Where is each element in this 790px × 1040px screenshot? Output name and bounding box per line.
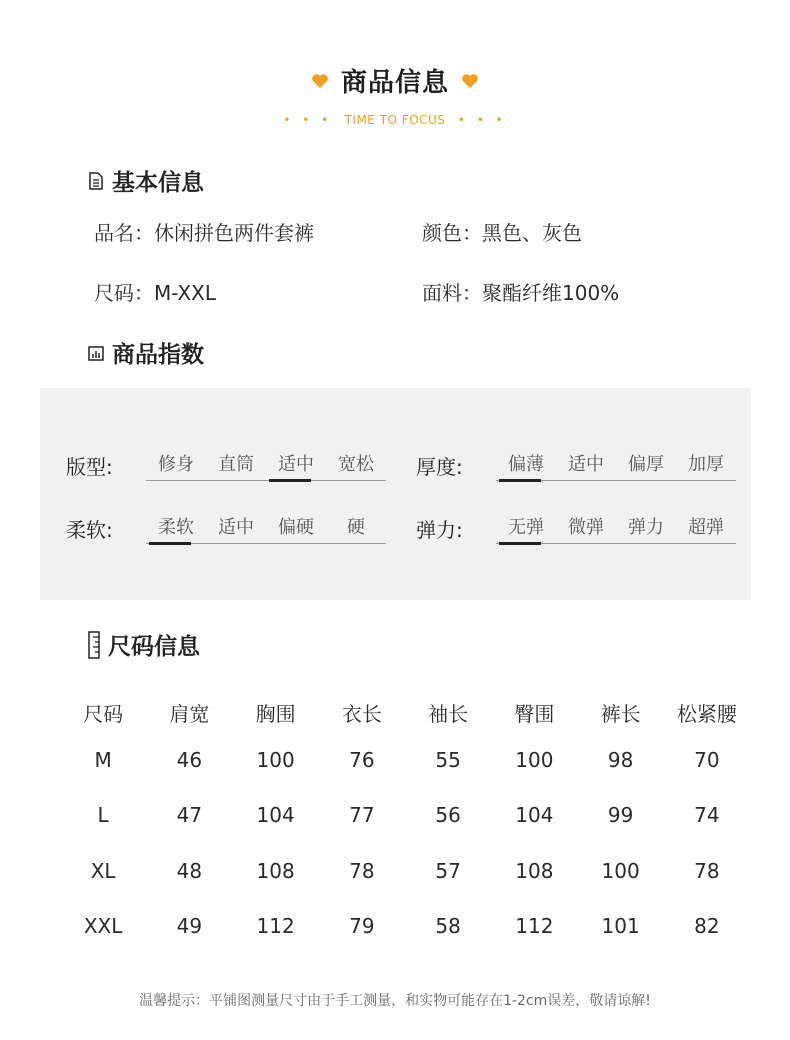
table-cell: 49 <box>176 914 203 939</box>
table-cell: 76 <box>349 747 375 772</box>
subtitle <box>0 113 790 127</box>
index-option-selected: 适中 <box>266 450 326 476</box>
product-index-heading <box>88 336 204 369</box>
table-header: 尺码 <box>83 701 124 726</box>
info-value: 黑色、灰色 <box>482 221 582 245</box>
index-label: 柔软: <box>66 518 113 542</box>
table-cell: 48 <box>176 858 203 883</box>
table-cell: 56 <box>435 803 461 828</box>
index-option-selected: 柔软 <box>146 513 206 539</box>
table-cell: 78 <box>349 858 375 883</box>
info-value: 聚酯纤维100% <box>482 281 620 305</box>
subtitle-text: TIME TO FOCUS <box>344 113 446 127</box>
table-cell: 100 <box>515 747 554 772</box>
header-title-group <box>311 62 479 99</box>
index-option-selected: 偏薄 <box>496 450 556 476</box>
index-options <box>496 513 736 544</box>
table-header: 肩宽 <box>169 701 210 726</box>
product-index-title: 商品指数 <box>112 342 204 368</box>
table-header: 袖长 <box>428 701 469 726</box>
index-option: 直筒 <box>218 454 254 475</box>
table-header: 臀围 <box>514 701 555 726</box>
table-cell: 99 <box>607 803 634 828</box>
info-item-color <box>422 217 582 246</box>
table-cell: 70 <box>694 747 720 772</box>
header <box>0 62 790 99</box>
index-row-thickness <box>416 450 736 481</box>
table-header: 裤长 <box>600 701 641 726</box>
table-cell: 78 <box>694 858 720 883</box>
table-cell: 55 <box>435 747 461 772</box>
index-option-selected: 无弹 <box>496 513 556 539</box>
table-cell: 112 <box>515 914 554 939</box>
table-header: 胸围 <box>255 701 296 726</box>
table-cell: 58 <box>435 914 461 939</box>
index-options <box>496 450 736 481</box>
info-value: M-XXL <box>154 281 217 305</box>
product-index-panel <box>40 388 751 600</box>
table-cell: XXL <box>83 914 123 939</box>
info-item-size <box>94 277 216 306</box>
table-cell: 108 <box>515 858 554 883</box>
table-row <box>60 843 750 899</box>
document-icon <box>88 172 104 190</box>
index-option: 适中 <box>218 517 254 538</box>
table-cell: 100 <box>601 858 640 883</box>
bar-chart-icon <box>88 344 104 362</box>
info-value: 休闲拼色两件套裤 <box>154 221 314 245</box>
size-info-title: 尺码信息 <box>108 634 200 660</box>
table-cell: M <box>94 747 112 772</box>
index-option: 修身 <box>158 454 194 475</box>
index-options <box>146 513 386 544</box>
table-cell: L <box>97 803 109 828</box>
table-cell: 77 <box>349 803 375 828</box>
table-cell: 108 <box>256 858 295 883</box>
index-row-softness <box>66 513 386 544</box>
index-option: 偏硬 <box>278 517 314 538</box>
index-option: 微弹 <box>568 517 604 538</box>
table-header: 衣长 <box>341 701 382 726</box>
index-row-elasticity <box>416 513 736 544</box>
table-cell: 74 <box>694 803 720 828</box>
size-table <box>60 692 750 954</box>
basic-info-heading <box>88 164 204 197</box>
index-option: 加厚 <box>688 454 724 475</box>
measurement-note: 温馨提示：平铺图测量尺寸由于手工测量，和实物可能存在1-2cm误差，敬请谅解! <box>139 993 651 1009</box>
table-cell: 104 <box>256 803 295 828</box>
table-cell: XL <box>90 858 116 883</box>
index-label: 版型: <box>66 455 113 479</box>
info-label: 尺码： <box>94 281 154 305</box>
table-header-row <box>60 692 750 732</box>
table-row <box>60 899 750 955</box>
table-cell: 82 <box>694 914 720 939</box>
basic-info-title: 基本信息 <box>112 170 204 196</box>
info-item-fabric <box>422 277 619 306</box>
table-cell: 57 <box>435 858 461 883</box>
ruler-icon <box>88 631 100 659</box>
index-option: 适中 <box>568 454 604 475</box>
index-label: 弹力: <box>416 518 463 542</box>
page-title: 商品信息 <box>340 68 449 98</box>
index-row-fit <box>66 450 386 481</box>
size-info-heading <box>88 628 200 661</box>
dots-right: • • • <box>457 113 507 127</box>
table-cell: 101 <box>601 914 640 939</box>
info-item-name <box>94 217 314 246</box>
table-cell: 100 <box>256 747 295 772</box>
table-cell: 47 <box>176 803 203 828</box>
table-cell: 112 <box>256 914 295 939</box>
index-option: 宽松 <box>338 454 374 475</box>
table-row <box>60 788 750 844</box>
index-option: 偏厚 <box>628 454 664 475</box>
dots-left: • • • <box>283 113 333 127</box>
index-option: 硬 <box>347 517 365 538</box>
table-row <box>60 732 750 788</box>
table-cell: 79 <box>349 914 375 939</box>
index-options <box>146 450 386 481</box>
table-header: 松紧腰 <box>676 701 737 726</box>
info-label: 品名： <box>94 221 154 245</box>
table-cell: 98 <box>607 747 634 772</box>
index-label: 厚度: <box>416 455 463 479</box>
index-option: 弹力 <box>628 517 664 538</box>
table-cell: 46 <box>176 747 203 772</box>
table-cell: 104 <box>515 803 554 828</box>
heart-icon <box>311 73 329 89</box>
info-label: 面料： <box>422 281 482 305</box>
info-label: 颜色： <box>422 221 482 245</box>
index-option: 超弹 <box>688 517 724 538</box>
heart-icon <box>461 73 479 89</box>
